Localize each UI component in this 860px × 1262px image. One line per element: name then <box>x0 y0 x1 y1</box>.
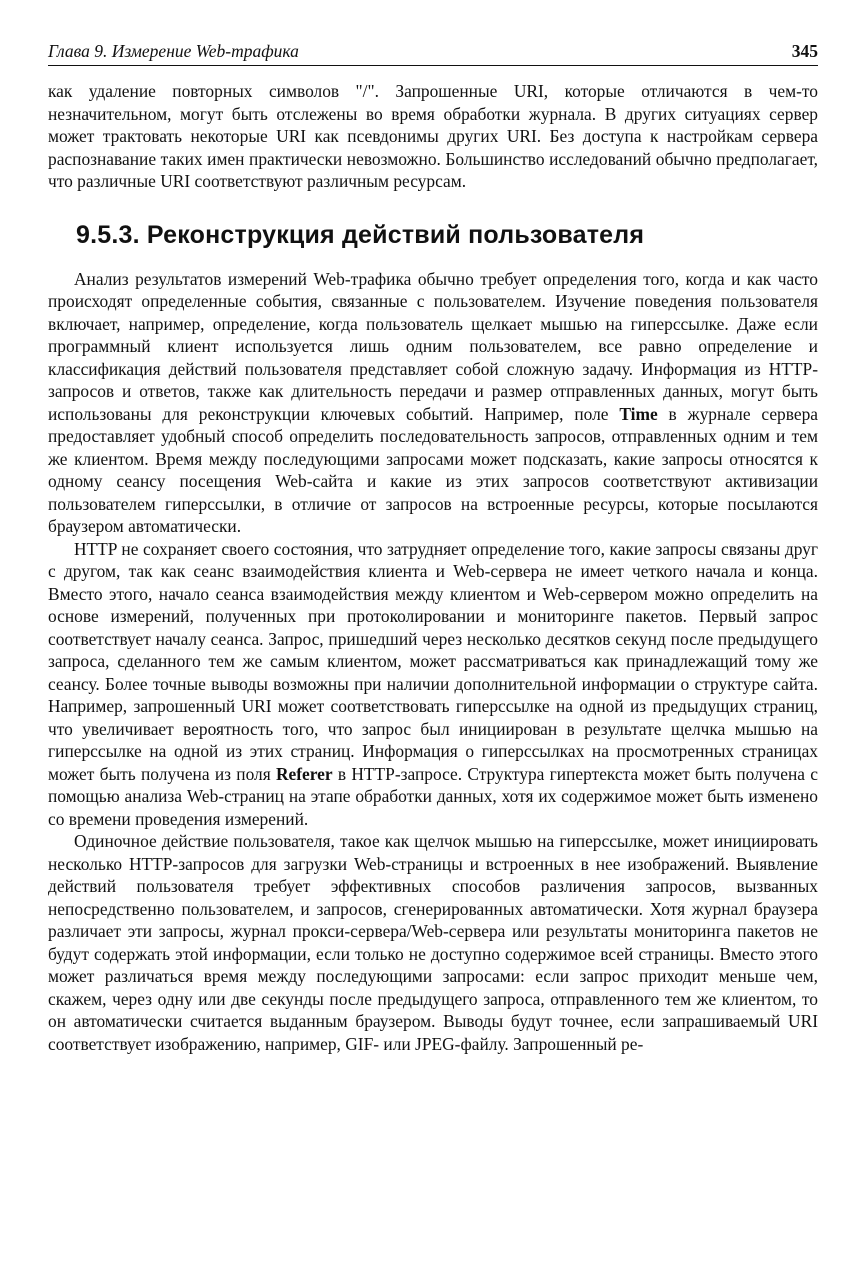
book-page <box>48 36 818 1055</box>
running-header <box>48 36 818 66</box>
term-time: Time <box>619 403 658 424</box>
paragraph-1-part-b: в журнале сервера предоставляет удобный способ определить последовательность запросов, отправленных одним и тем же клиентом. Время между последующими запросами может подсказать, какие запросы относятся к одному сеансу посещения Web-сайта и какие из этих запросов соответствуют активизации пользователем гиперссылки, в отличие от запросов на встроенные ресурсы, которые посылаются браузером автоматически. <box>48 403 818 536</box>
intro-paragraph: как удаление повторных символов "/". Запрошенные URI, которые отличаются в чем-то незначительном, могут быть отслежены во время обработки журнала. В других ситуациях сервер может трактовать некоторые URI как псевдонимы других URI. Без доступа к настройкам сервера распознавание таких имен практически невозможно. Большинство исследований обычно предполагает, что различные URI соответствуют различным ресурсам. <box>48 81 818 191</box>
chapter-title: Глава 9. Измерение Web-трафика <box>48 41 299 61</box>
page-number: 345 <box>791 41 818 61</box>
term-referer: Referer <box>275 763 333 784</box>
paragraph-2 <box>48 538 818 831</box>
paragraph-1-part-a: Анализ результатов измерений Web-трафика обычно требует определения того, когда и как часто происходят определенные события, связанные с пользователем. Изучение поведения пользователя включает, например, определение, когда пользователь щелкает мышью на гиперссылке. Даже если программный клиент используется лишь одним пользователем, все равно определение и классификация действий пользователя представляет собой сложную задачу. Информация из HTTP-запросов и ответов, также как длительность передачи и размер отправленных данных, могут быть использованы для реконструкции ключевых событий. Например, поле <box>48 268 818 424</box>
section-heading: 9.5.3. Реконструкция действий пользователя <box>76 220 645 249</box>
paragraph-3: Одиночное действие пользователя, такое как щелчок мышью на гиперссылке, может инициировать несколько HTTP-запросов для загрузки Web-страницы и встроенных в нее изображений. Выявление действий пользователя требует эффективных способов различения запросов, вызванных непосредственно пользователем, и запросов, сгенерированных автоматически. Хотя журнал браузера различает эти запросы, журнал прокси-сервера/Web-сервера или результаты мониторинга пакетов не будут содержать этой информации, если только не доступно содержимое всей страницы. Вместо этого может различаться время между последующими запросами: если запрос приходит меньше чем, скажем, через одну или две секунды после предыдущего запроса, отправленного тем же клиентом, то он автоматически считается выданным браузером. Выводы будут точнее, если запрашиваемый URI соответствует изображению, например, GIF- или JPEG-файлу. Запрошенный ре- <box>48 831 818 1054</box>
paragraph-2-part-b: в HTTP-запросе. Структура гипертекста может быть получена с помощью анализа Web-страниц на этапе обработки данных, хотя их содержимое может быть изменено со времени проведения измерений. <box>48 763 818 829</box>
paragraph-2-part-a: HTTP не сохраняет своего состояния, что затрудняет определение того, какие запросы связаны друг с другом, так как сеанс взаимодействия клиента и Web-сервера не имеет четкого начала и конца. Вместо этого, начало сеанса взаимодействия между клиентом и Web-сервером можно определить на основе измерений, полученных при протоколировании и мониторинге пакетов. Первый запрос соответствует началу сеанса. Запрос, пришедший через несколько десятков секунд после предыдущего запроса, сделанного тем же самым клиентом, может рассматриваться как принадлежащий тому же сеансу. Более точные выводы возможны при наличии дополнительной информации о структуре сайта. Например, запрошенный URI может соответствовать гиперссылке на одной из предыдущих страниц, что увеличивает вероятность того, что запрос был инициирован в результате щелчка мышью на гиперссылке на одной из этих страниц. Информация о гиперссылках на просмотренных страницах может быть получена из поля <box>48 538 818 784</box>
paragraph-1 <box>48 268 818 538</box>
